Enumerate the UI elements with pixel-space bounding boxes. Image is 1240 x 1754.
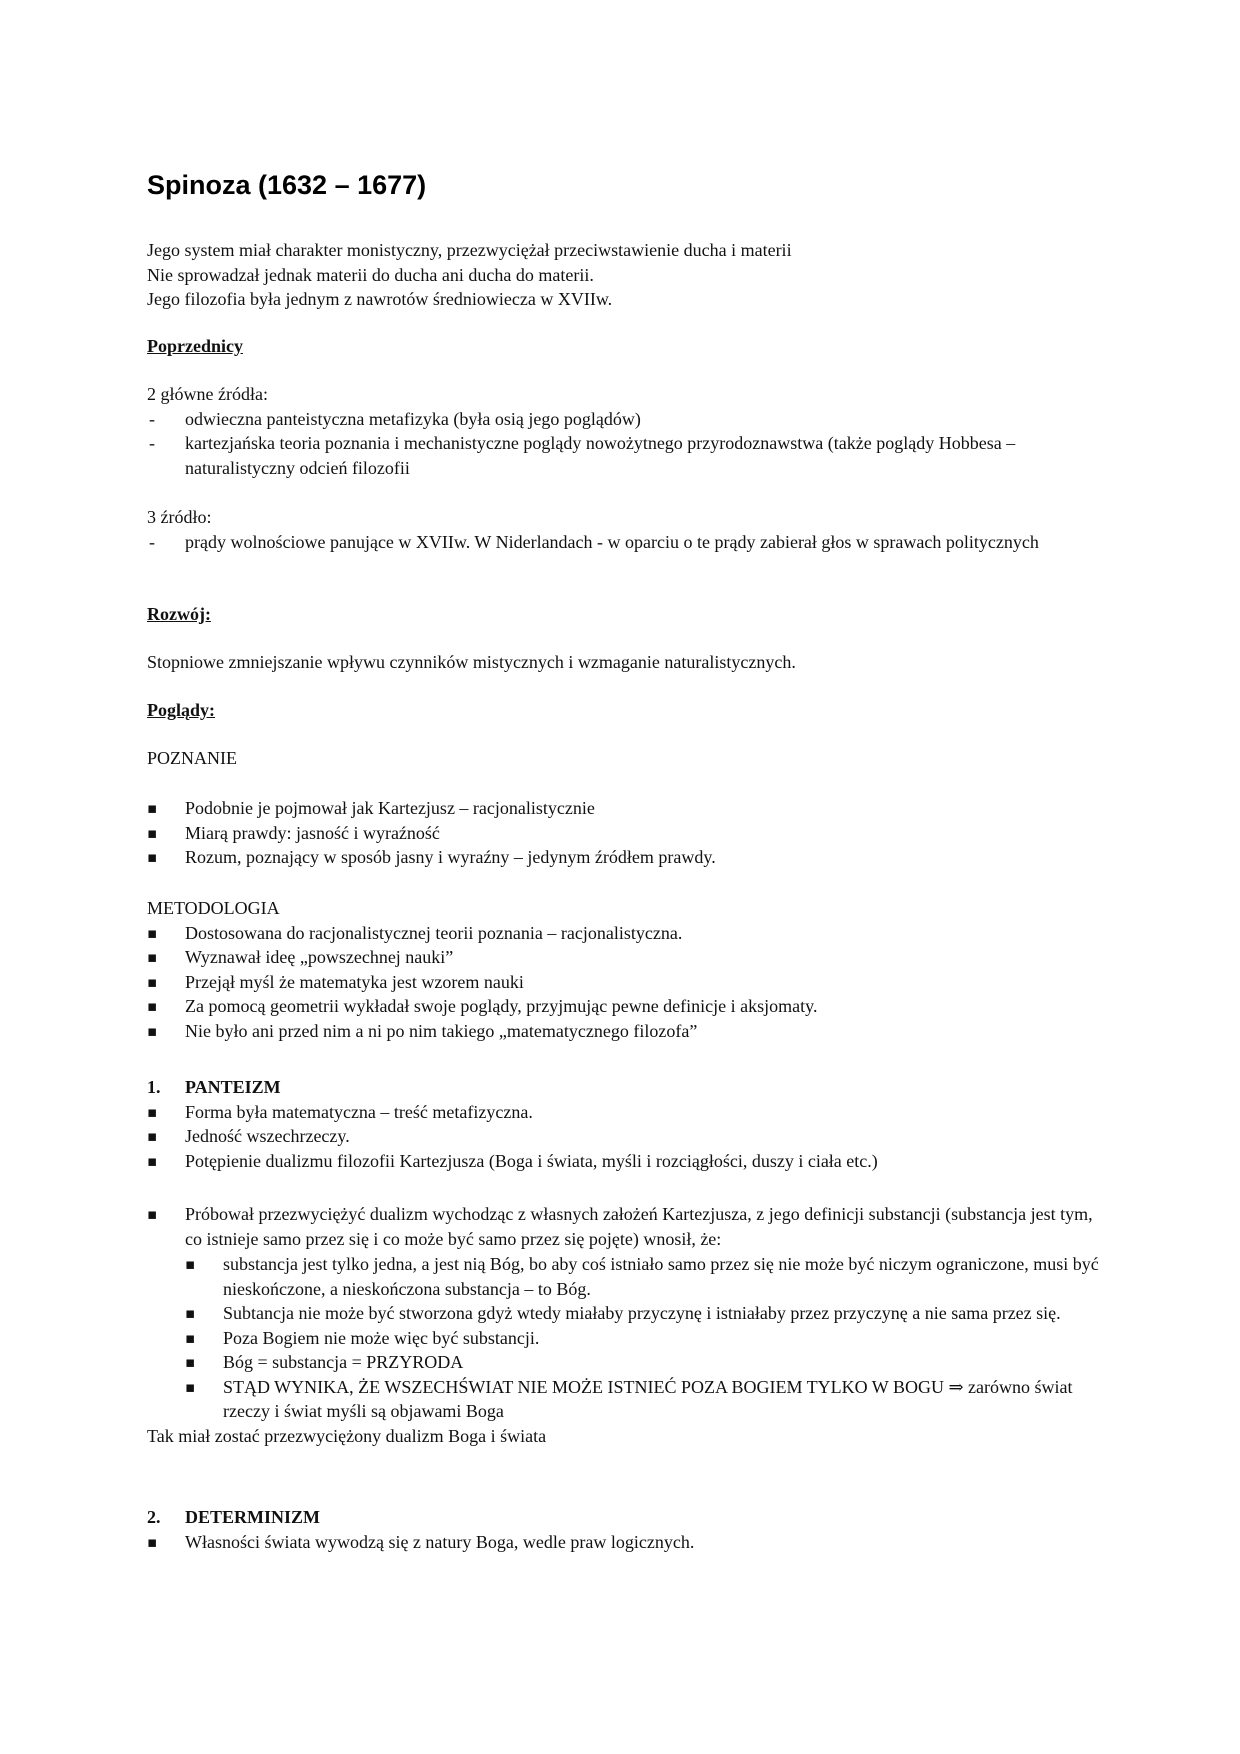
numbered-heading xyxy=(147,1075,1107,1100)
list-item: ▪ Jedność wszechrzeczy. xyxy=(147,1124,1107,1149)
intro-line: Jego system miał charakter monistyczny, przezwyciężał przeciwstawienie ducha i materii xyxy=(147,240,792,260)
sources-label: 2 główne źródła: xyxy=(147,384,268,404)
bullet-list xyxy=(147,1202,1107,1424)
list-item: ▪ Za pomocą geometrii wykładał swoje poglądy, przyjmując pewne definicje i aksjomaty. xyxy=(147,994,1107,1019)
list-item: ▪ Dostosowana do racjonalistycznej teorii poznania – racjonalistyczna. xyxy=(147,921,1107,946)
intro-line: Jego filozofia była jednym z nawrotów średniowiecza w XVIIw. xyxy=(147,289,613,309)
section-rozwoj xyxy=(147,602,1107,627)
sources-third xyxy=(147,505,1107,554)
intro-line: Nie sprowadzał jednak materii do ducha ani ducha do materii. xyxy=(147,264,594,285)
section-poprzednicy xyxy=(147,334,1107,359)
sub-list-item: ▪ Poza Bogiem nie może więc być substancji. xyxy=(185,1326,1107,1351)
heading-text: PANTEIZM xyxy=(185,1077,281,1097)
list-item xyxy=(147,1202,1107,1424)
section-heading: Poglądy: xyxy=(147,700,216,720)
subsection-label: POZNANIE xyxy=(147,748,237,768)
bullet-list xyxy=(147,796,1107,870)
poznanie-label xyxy=(147,746,1107,771)
paragraph: Stopniowe zmniejszanie wpływu czynników mistycznych i wzmaganie naturalistycznych. xyxy=(147,652,796,672)
argument-text: Próbował przezwyciężyć dualizm wychodząc z własnych założeń Kartezjusza, z jego definicji substancji (substancja jest tym, co istnieje samo przez się i co może być samo przez się pojęte) wnosił, że: xyxy=(185,1204,1093,1249)
heading-text: DETERMINIZM xyxy=(185,1507,321,1527)
section-heading: Poprzednicy xyxy=(147,336,243,356)
heading-number: 1. xyxy=(147,1077,161,1097)
sub-list-item: ▪ Bóg = substancja = PRZYRODA xyxy=(185,1350,1107,1375)
document-title: Spinoza (1632 – 1677) xyxy=(147,170,427,200)
list-item: ▪ Nie było ani przed nim a ni po nim takiego „matematycznego filozofa” xyxy=(147,1019,1107,1044)
list-item: ▪ Rozum, poznający w sposób jasny i wyraźny – jedynym źródłem prawdy. xyxy=(147,845,1107,870)
list-item: - kartezjańska teoria poznania i mechanistyczne poglądy nowożytnego przyrodoznawstwa (także poglądy Hobbesa – naturalistyczny odcień filozofii xyxy=(147,431,1107,480)
sources-list xyxy=(147,407,1107,481)
sub-list-item: ▪ STĄD WYNIKA, ŻE WSZECHŚWIAT NIE MOŻE ISTNIEĆ POZA BOGIEM TYLKO W BOGU ⇒ zarówno świat rzeczy i świat myśli są objawami Boga xyxy=(185,1375,1107,1424)
list-item: ▪ Wyznawał ideę „powszechnej nauki” xyxy=(147,945,1107,970)
panteizm-argument xyxy=(147,1202,1107,1448)
list-item: ▪ Potępienie dualizmu filozofii Kartezjusza (Boga i świata, myśli i rozciągłości, duszy i ciała etc.) xyxy=(147,1149,1107,1174)
list-item: - odwieczna panteistyczna metafizyka (była osią jego poglądów) xyxy=(147,407,1107,432)
sources-main xyxy=(147,382,1107,480)
list-item: ▪ Przejął myśl że matematyka jest wzorem nauki xyxy=(147,970,1107,995)
bullet-list xyxy=(147,1100,1107,1174)
sub-list-item: ▪ Subtancja nie może być stworzona gdyż wtedy miałaby przyczynę i istniałaby przez przyczynę a nie sama przez się. xyxy=(185,1301,1107,1326)
list-item: ▪ Miarą prawdy: jasność i wyraźność xyxy=(147,821,1107,846)
bullet-list xyxy=(147,1530,1107,1555)
rozwoj-text xyxy=(147,650,1107,675)
sources-label: 3 źródło: xyxy=(147,507,212,527)
list-item: ▪ Podobnie je pojmował jak Kartezjusz – racjonalistycznie xyxy=(147,796,1107,821)
numbered-heading xyxy=(147,1505,1107,1530)
heading-number: 2. xyxy=(147,1507,161,1527)
metodologia-block xyxy=(147,896,1107,1043)
sub-list-item: ▪ substancja jest tylko jedna, a jest nią Bóg, bo aby coś istniało samo przez się nie może być niczym ograniczone, musi być nieskończone, a nieskończona substancja – to Bóg. xyxy=(185,1252,1107,1301)
list-item: - prądy wolnościowe panujące w XVIIw. W Niderlandach - w oparciu o te prądy zabierał głos w sprawach politycznych xyxy=(147,530,1107,555)
section-panteizm xyxy=(147,1075,1107,1173)
conclusion: Tak miał zostać przezwyciężony dualizm Boga i świata xyxy=(147,1425,547,1446)
section-determinizm xyxy=(147,1505,1107,1554)
intro-paragraph xyxy=(147,238,1107,312)
sub-list xyxy=(185,1252,1107,1424)
list-item: ▪ Własności świata wywodzą się z natury Boga, wedle praw logicznych. xyxy=(147,1530,1107,1555)
poznanie-list xyxy=(147,796,1107,870)
section-poglady xyxy=(147,698,1107,723)
list-item: ▪ Forma była matematyczna – treść metafizyczna. xyxy=(147,1100,1107,1125)
subsection-label: METODOLOGIA xyxy=(147,898,280,918)
sources-list xyxy=(147,530,1107,555)
bullet-list xyxy=(147,921,1107,1044)
section-heading: Rozwój: xyxy=(147,604,211,624)
